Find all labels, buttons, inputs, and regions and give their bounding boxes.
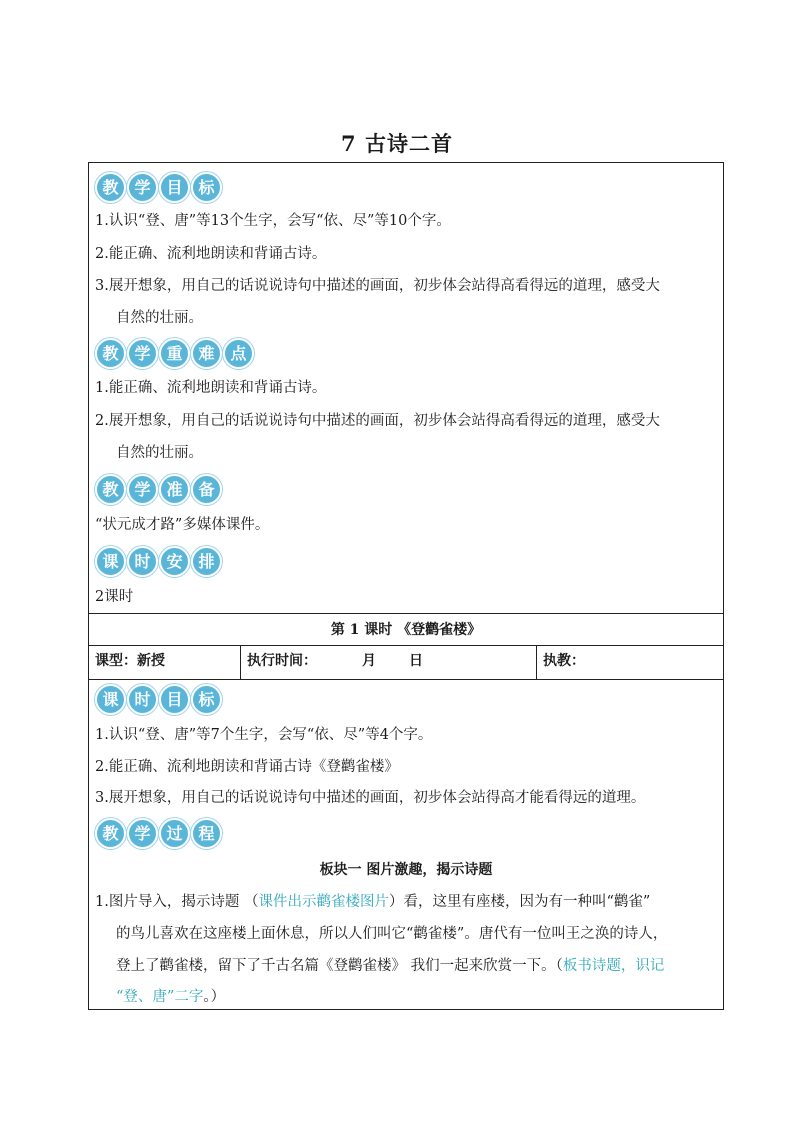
objectives-badge [95,172,222,202]
badge-char: 目 [159,172,190,203]
badge-char: 备 [191,474,222,505]
preparation-badge [95,474,222,504]
lesson-info-row [89,645,723,680]
block-title: 板块一 图片激趣，揭示诗题 [319,862,493,878]
badge-char: 过 [159,818,190,849]
badge-char: 点 [223,338,254,369]
badge-char: 课 [95,546,126,577]
badge-char: 学 [127,172,158,203]
badge-char: 安 [159,546,190,577]
badge-char: 学 [127,818,158,849]
lesson-goal-item: 2.能正确、流利地朗读和背诵古诗《登鹳雀楼》 [95,759,399,775]
day-label: 日 [409,653,423,669]
lesson-header: 第 1 课时 《登鹳雀楼》 [330,622,482,638]
preparation-item: “状元成才路”多媒体课件。 [95,517,270,533]
badge-char: 教 [95,172,126,203]
badge-char: 教 [95,818,126,849]
objective-item: 3.展开想象，用自己的话说说诗句中描述的画面，初步体会站得高看得远的道理，感受大 [95,278,660,294]
key-point-item: 1.能正确、流利地朗读和背诵古诗。 [95,380,327,396]
process-paragraph: 的鸟儿喜欢在这座楼上面休息，所以人们叫它“鹳雀楼”。唐代有一位叫王之涣的诗人， [116,926,668,942]
badge-char: 标 [191,684,222,715]
lesson-goal-item: 1.认识“登、唐”等7个生字，会写“依、尽”等4个字。 [95,727,433,743]
badge-char: 时 [127,684,158,715]
lesson-table [88,613,724,1010]
objective-item: 2.能正确、流利地朗读和背诵古诗。 [95,246,327,262]
process-badge [95,818,222,848]
badge-char: 课 [95,684,126,715]
process-paragraph: 登上了鹳雀楼，留下了千古名篇《登鹳雀楼》 我们一起来欣赏一下。（板书诗题，识记 [116,958,665,974]
lesson-type: 课型：新授 [95,653,165,669]
key-points-badge [95,338,254,368]
key-point-item: 自然的壮丽。 [116,445,203,461]
badge-char: 难 [191,338,222,369]
badge-char: 准 [159,474,190,505]
badge-char: 标 [191,172,222,203]
badge-char: 排 [191,546,222,577]
badge-char: 时 [127,546,158,577]
process-paragraph: 1.图片导入，揭示诗题 （课件出示鹳雀楼图片）看，这里有座楼，因为有一种叫“鹳雀” [95,894,651,910]
badge-char: 目 [159,684,190,715]
objective-item: 自然的壮丽。 [116,310,203,326]
process-paragraph: “登、唐”二字。） [116,989,226,1005]
badge-char: 教 [95,338,126,369]
page-title: 7 古诗二首 [341,131,453,156]
badge-char: 重 [159,338,190,369]
key-point-item: 2.展开想象，用自己的话说说诗句中描述的画面，初步体会站得高看得远的道理，感受大 [95,413,660,429]
month-label: 月 [362,653,376,669]
badge-char: 程 [191,818,222,849]
teacher-label: 执教： [543,653,585,669]
badge-char: 学 [127,338,158,369]
lesson-goals-badge [95,684,222,714]
badge-char: 教 [95,474,126,505]
schedule-badge [95,546,222,576]
objective-item: 1.认识“登、唐”等13个生字，会写“依、尽”等10个字。 [95,213,451,229]
overview-table [88,162,724,614]
schedule-item: 2课时 [95,589,134,605]
badge-char: 学 [127,474,158,505]
time-label: 执行时间： [247,653,317,669]
lesson-goal-item: 3.展开想象，用自己的话说说诗句中描述的画面，初步体会站得高才能看得远的道理。 [95,790,646,806]
